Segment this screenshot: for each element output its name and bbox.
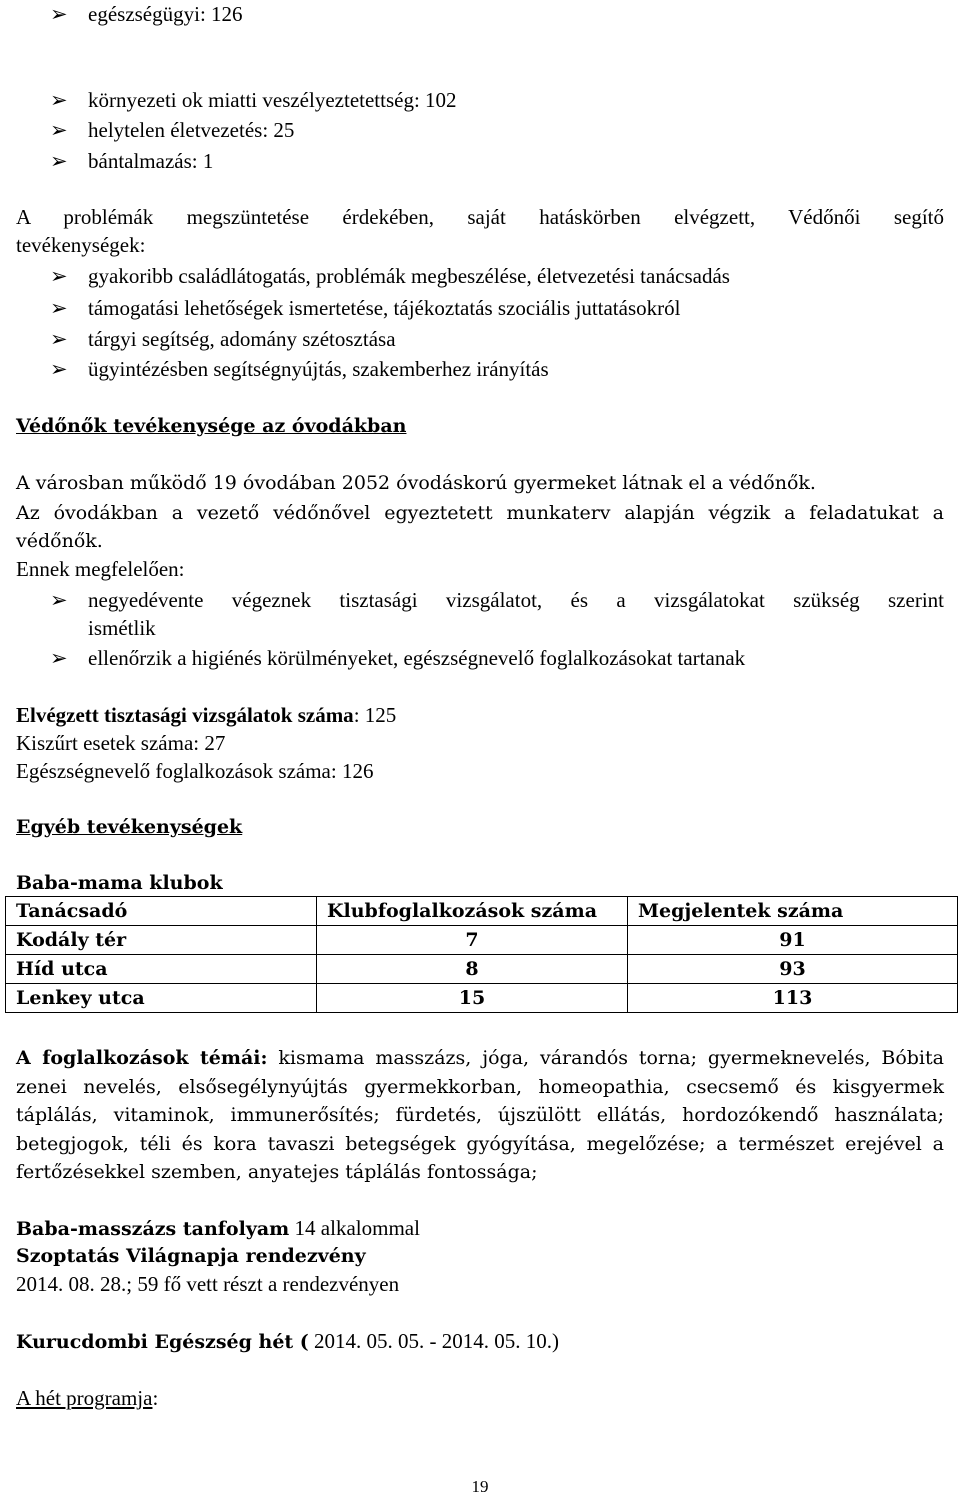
list-item: ellenőrzik a higiénés körülményeket, egészségnevelő foglalkozásokat tartanak [88,646,746,670]
list-item: gyakoribb családlátogatás, problémák megbeszélése, életvezetési tanácsadás [88,264,730,288]
bullet-arrow-icon: ➢ [50,118,68,142]
table-cell: 15 [317,984,628,1013]
stat-line [16,702,944,728]
table-cell: 91 [628,926,958,955]
topics-text: kismama masszázs, jóga, várandós torna; gyermeknevelés, Bóbita [267,1047,944,1069]
event-line [16,1328,944,1355]
list-item: környezeti ok miatti veszélyeztetettség: 102 [88,88,457,112]
list-item: tárgyi segítség, adomány szétosztása [88,327,396,351]
list-item: negyedévente végeznek tisztasági vizsgálatot, és a vizsgálatokat szükség szerint [88,588,944,612]
bullet-arrow-icon: ➢ [50,149,68,173]
event-line [16,1215,944,1242]
table-header-cell: Tanácsadó [6,897,317,926]
table-row [6,926,958,955]
paragraph-line: A városban működő 19 óvodában 2052 óvodáskorú gyermeket látnak el a védőnők. [16,472,816,494]
paragraph-line: betegjogok, téli és kora tavaszi betegségek gyógyítása, megelőzése; a természet erejével a [16,1133,944,1155]
table-cell: Kodály tér [6,926,317,955]
bullet-arrow-icon: ➢ [50,646,68,670]
paragraph-line: zenei nevelés, elsősegélynyújtás gyermekkorban, homeopathia, csecsemő és kisgyermek [16,1076,944,1098]
list-item: támogatási lehetőségek ismertetése, tájékoztatás szociális juttatásokról [88,296,681,320]
event-value: 14 alkalommal [289,1216,420,1240]
paragraph-line: A problémák megszüntetése érdekében, saját hatáskörben elvégzett, Védőnői segítő [16,205,944,229]
event-value: 2014. 05. 05. - 2014. 05. 10.) [308,1329,560,1353]
table-header-row [6,897,958,926]
bullet-arrow-icon: ➢ [50,264,68,288]
paragraph-line: fertőzésekkel szemben, anyatejes táplálás fontossága; [16,1161,538,1183]
bullet-arrow-icon: ➢ [50,588,68,612]
stat-label: Elvégzett tisztasági vizsgálatok száma [16,703,354,727]
paragraph-line [16,1045,944,1071]
table-cell: Híd utca [6,955,317,984]
table-header-cell: Klubfoglalkozások száma [317,897,628,926]
stat-line: Kiszűrt esetek száma: 27 [16,731,226,755]
event-heading: Szoptatás Világnapja rendezvény [16,1245,366,1267]
subsection-heading: Baba-mama klubok [16,872,223,894]
table-cell: 8 [317,955,628,984]
event-line: 2014. 08. 28.; 59 fő vett részt a rendezvényen [16,1272,400,1296]
bullet-arrow-icon: ➢ [50,296,68,320]
paragraph-line: Az óvodákban a vezető védőnővel egyeztetett munkaterv alapján végzik a feladatukat a [16,502,944,524]
program-colon: : [152,1386,159,1410]
paragraph-line: táplálás, vitaminok, immunerősítés; fürdetés, újszülött ellátás, hordozókendő használata; [16,1104,944,1126]
section-heading: Védőnők tevékenysége az óvodákban [16,415,407,437]
paragraph-line: tevékenységek: [16,233,146,257]
list-item: bántalmazás: 1 [88,149,214,173]
table-cell: 113 [628,984,958,1013]
table-row [6,955,958,984]
stat-value: : 125 [353,703,397,727]
table-row [6,984,958,1013]
bullet-arrow-icon: ➢ [50,327,68,351]
program-label: A hét programja [16,1386,153,1410]
stat-line: Egészségnevelő foglalkozások száma: 126 [16,759,374,783]
bullet-arrow-icon: ➢ [50,88,68,112]
program-heading [16,1385,944,1411]
table-cell: 7 [317,926,628,955]
clubs-table [5,896,958,1013]
list-item: ügyintézésben segítségnyújtás, szakemberhez irányítás [88,357,549,381]
list-item: egészségügyi: 126 [88,2,243,26]
paragraph-line: védőnők. [16,530,103,552]
page-number: 19 [471,1477,489,1496]
topics-label: A foglalkozások témái: [16,1047,268,1069]
bullet-arrow-icon: ➢ [50,2,68,26]
bullet-arrow-icon: ➢ [50,357,68,381]
event-label: Kurucdombi Egészség hét ( [16,1331,309,1353]
table-cell: 93 [628,955,958,984]
table-header-cell: Megjelentek száma [628,897,958,926]
list-item: helytelen életvezetés: 25 [88,118,295,142]
event-label: Baba-masszázs tanfolyam [16,1218,290,1240]
table-cell: Lenkey utca [6,984,317,1013]
paragraph-line: Ennek megfelelően: [16,557,185,581]
section-heading: Egyéb tevékenységek [16,816,243,838]
list-item-continuation: ismétlik [88,616,156,640]
